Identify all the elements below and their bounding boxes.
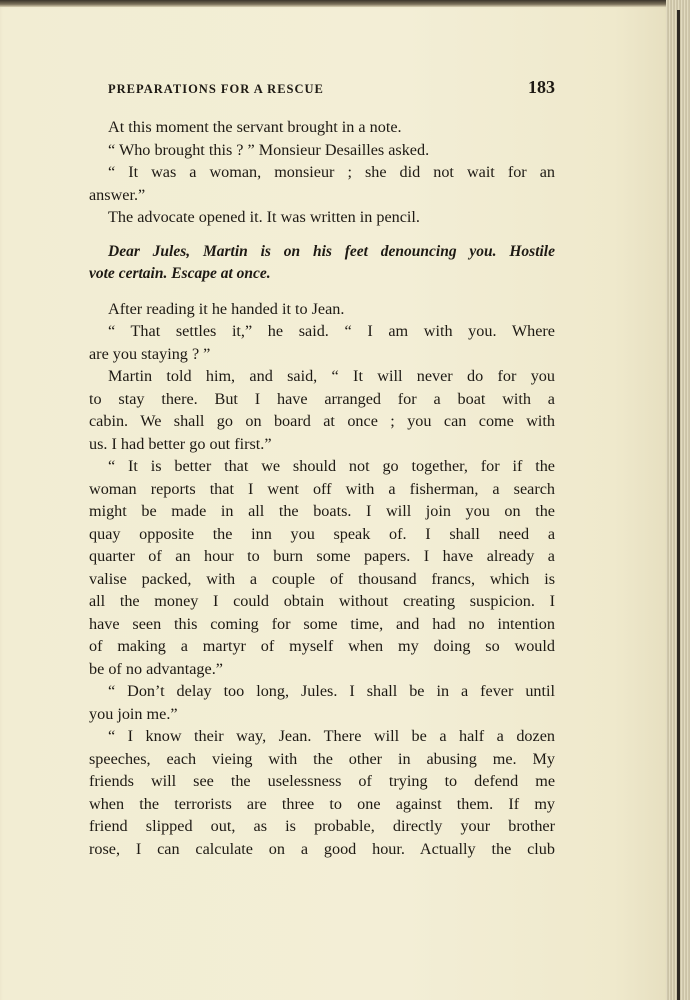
body-text [89, 116, 555, 860]
text-line: all the money I could obtain without creating suspicion. I [89, 592, 555, 610]
text-line: The advocate opened it. It was written in pencil. [108, 208, 420, 226]
text-line: might be made in all the boats. I will join you on the [89, 502, 555, 520]
text-line: “ That settles it,” he said. “ I am with you. Where [108, 322, 555, 340]
text-line: quarter of an hour to burn some papers. I have already a [89, 547, 555, 565]
text-line: “ Don’t delay too long, Jules. I shall be in a fever until [108, 682, 555, 700]
paragraph-gap [89, 229, 555, 241]
page-number: 183 [528, 77, 555, 97]
text-line: “ It is better that we should not go together, for if the [108, 457, 555, 475]
spine-shadow [677, 10, 680, 1000]
text-line: “ Who brought this ? ” Monsieur Desailles asked. [108, 140, 430, 159]
text-line: friends will see the uselessness of trying to defend me [89, 772, 555, 790]
text-line: speeches, each vieing with the other in abusing me. My [89, 749, 555, 768]
page-top-edge [0, 0, 690, 7]
text-line: you join me.” [89, 704, 178, 723]
text-line: us. I had better go out first.” [89, 434, 272, 453]
text-line: woman reports that I went off with a fisherman, a search [89, 479, 555, 498]
text-line: of making a martyr of myself when my doing so would [89, 637, 555, 655]
text-line: At this moment the servant brought in a note. [108, 118, 402, 136]
text-line: “ It was a woman, monsieur ; she did not wait for an [108, 163, 555, 181]
text-line: rose, I can calculate on a good hour. Actually the club [89, 839, 555, 858]
running-title: PREPARATIONS FOR A RESCUE [108, 82, 324, 96]
note-line: vote certain. Escape at once. [89, 265, 271, 282]
text-line: “ I know their way, Jean. There will be a half a dozen [108, 727, 555, 745]
text-line: be of no advantage.” [89, 659, 223, 678]
text-line: to stay there. But I have arranged for a boat with a [89, 389, 555, 408]
text-line: quay opposite the inn you speak of. I shall need a [89, 524, 555, 543]
text-line: friend slipped out, as is probable, directly your brother [89, 817, 555, 835]
text-line: have seen this coming for some time, and had no intention [89, 614, 555, 633]
text-line: when the terrorists are three to one against them. If my [89, 794, 555, 813]
text-line: answer.” [89, 185, 146, 204]
text-line: Martin told him, and said, “ It will never do for you [108, 367, 555, 385]
note-line: Dear Jules, Martin is on his feet denouncing you. Hostile [108, 242, 555, 260]
text-line: After reading it he handed it to Jean. [108, 299, 345, 318]
text-line: valise packed, with a couple of thousand francs, which is [89, 569, 555, 588]
text-line: are you staying ? ” [89, 344, 211, 363]
paragraph-gap [89, 286, 555, 298]
text-line: cabin. We shall go on board at once ; you can come with [89, 412, 555, 430]
